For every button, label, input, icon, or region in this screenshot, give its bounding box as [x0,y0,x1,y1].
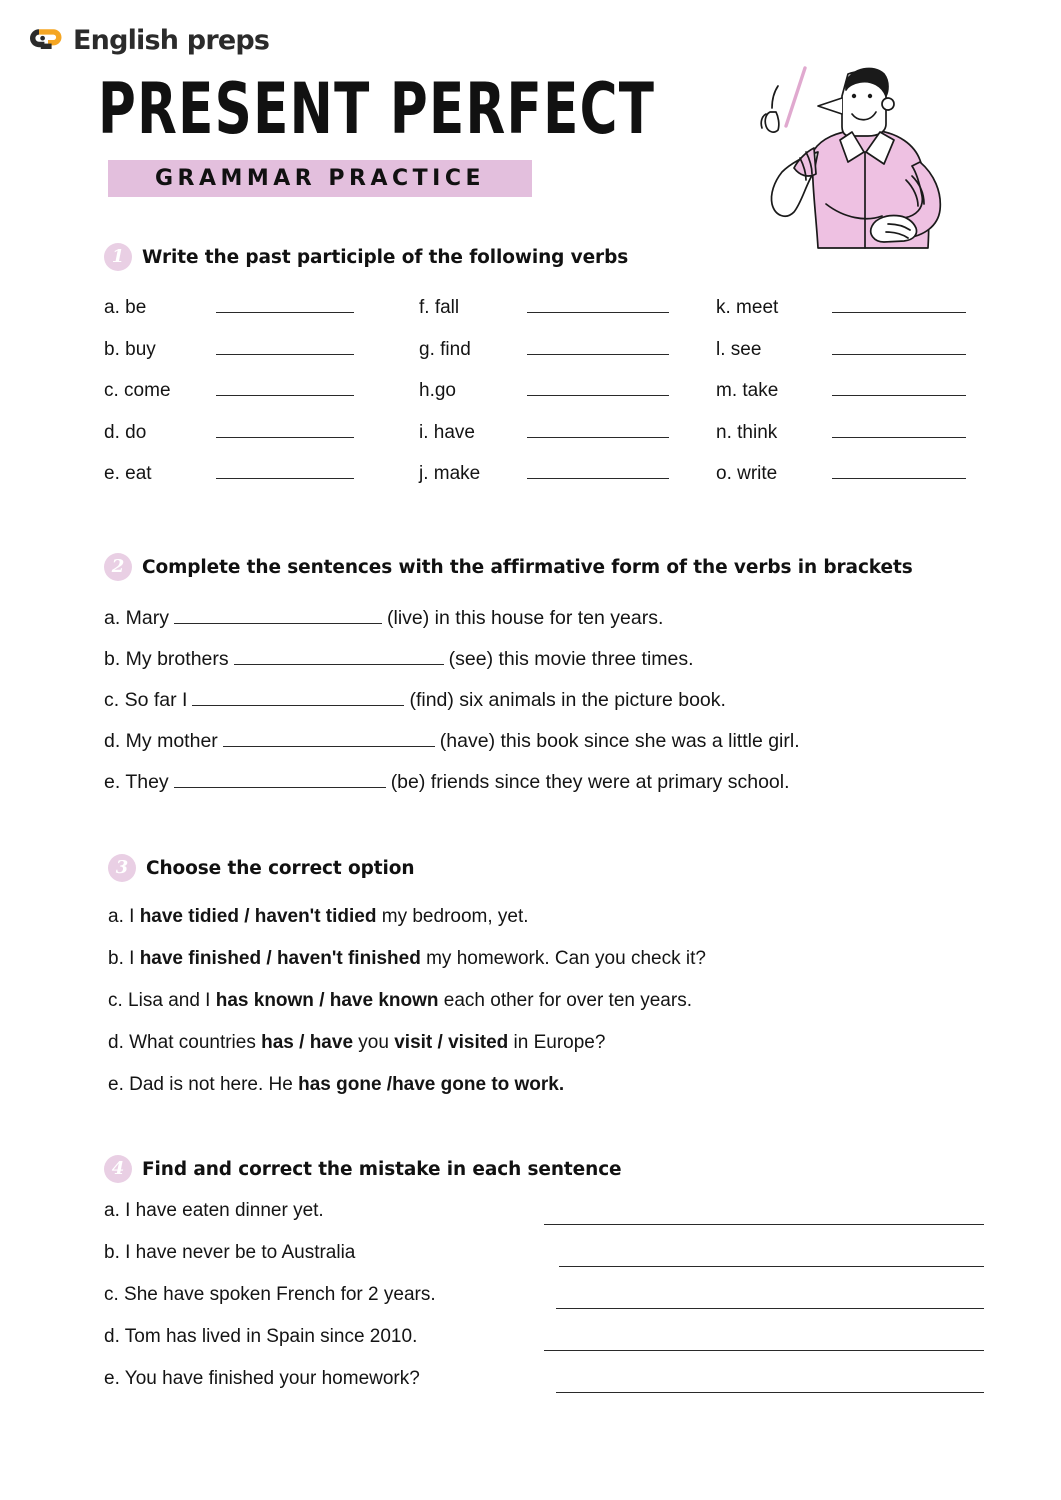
exercise-2-badge [104,553,132,581]
verb-label: k. meet [716,297,779,318]
exercise-4-item [104,1282,984,1324]
exercise-2-item [104,680,974,721]
verb-label: j. make [419,463,481,484]
exercise-3-item [108,938,988,980]
exercise-2-list [104,598,974,803]
verb-label: f. fall [419,297,460,318]
exercise-2-title: Complete the sentences with the affirmative form of the verbs in brackets [142,556,913,578]
sentence-suffix: (see) this movie three times. [448,648,694,670]
exercise-4-list [104,1198,984,1408]
option-choice[interactable]: has known / have known [215,990,439,1011]
verb-column-1 [104,296,354,504]
exercise-4-item [104,1366,984,1408]
exercise-2-item [104,598,974,639]
verb-row [716,296,966,338]
verb-label: b. buy [104,338,156,360]
option-choice[interactable]: have finished / haven't finished [139,948,421,969]
verb-answer-blank[interactable] [216,338,354,355]
verb-row [104,296,354,338]
verb-row [419,421,669,463]
exercise-3-item [108,1064,988,1106]
exercise-4-number: 4 [111,1158,125,1179]
sentence-blank[interactable] [223,731,435,747]
option-post: in Europe? [508,1032,606,1053]
verb-label: d. do [104,421,147,443]
verb-answer-blank[interactable] [216,421,354,438]
verb-label: g. find [419,338,471,360]
sentence-prefix: e. They [104,771,169,793]
verb-row [716,338,966,380]
verb-answer-blank[interactable] [527,296,669,313]
verb-row [716,379,966,421]
sentence-blank[interactable] [174,772,386,788]
exercise-2-number: 2 [111,556,125,577]
exercise-2-item [104,639,974,680]
verb-answer-blank[interactable] [216,296,354,313]
exercise-3-badge [108,854,136,882]
verb-label: e. eat [104,463,152,484]
correction-blank[interactable] [559,1266,984,1267]
verb-answer-blank[interactable] [832,462,966,479]
exercise-4-title: Find and correct the mistake in each sentence [142,1158,622,1180]
correction-blank[interactable] [544,1350,984,1351]
correction-blank[interactable] [544,1224,984,1225]
sentence-suffix: (have) this book since she was a little girl. [439,730,800,752]
sentence-prefix: b. My brothers [104,648,229,670]
verb-label: c. come [104,380,171,401]
option-mid: you [353,1032,395,1053]
sentence-suffix: (find) six animals in the picture book. [409,689,726,711]
verb-answer-blank[interactable] [832,296,966,313]
exercise-3-heading [108,854,414,882]
exercise-3-item [108,980,988,1022]
exercise-3-title: Choose the correct option [146,857,415,879]
verb-row [104,379,354,421]
option-pre: d. What countries [108,1032,262,1053]
verb-answer-blank[interactable] [832,338,966,355]
option-choice[interactable]: have tidied / haven't tidied [139,906,377,927]
sentence-suffix: (be) friends since they were at primary school. [390,771,790,793]
exercise-4-item [104,1324,984,1366]
mistake-sentence: b. I have never be to Australia [104,1242,356,1263]
sentence-blank[interactable] [174,608,382,624]
exercise-2-heading [104,553,913,581]
verb-answer-blank[interactable] [216,379,354,396]
verb-row [419,338,669,380]
verb-answer-blank[interactable] [527,462,669,479]
option-choice[interactable]: has gone /have gone to work. [298,1074,565,1095]
verb-label: h.go [419,380,456,401]
verb-column-3 [716,296,966,504]
verb-row [419,379,669,421]
verb-label: n. think [716,421,778,443]
sentence-prefix: a. Mary [104,607,170,629]
verb-answer-blank[interactable] [832,379,966,396]
verb-answer-blank[interactable] [527,379,669,396]
option-mid: each other for over ten years. [438,990,692,1011]
mistake-sentence: d. Tom has lived in Spain since 2010. [104,1326,418,1347]
verb-label: i. have [419,421,475,443]
verb-answer-blank[interactable] [527,421,669,438]
exercise-1-badge [104,243,132,271]
verb-row [104,462,354,504]
exercise-2-item [104,721,974,762]
correction-blank[interactable] [556,1308,984,1309]
exercise-3-list [108,896,988,1106]
verb-row [104,338,354,380]
mistake-sentence: c. She have spoken French for 2 years. [104,1284,436,1305]
sentence-suffix: (live) in this house for ten years. [387,607,664,629]
sentence-prefix: c. So far I [104,689,188,711]
brand-name: English preps [73,24,270,56]
mistake-sentence: e. You have finished your homework? [104,1368,420,1389]
verb-column-2 [419,296,669,504]
verb-row [419,462,669,504]
exercise-3-item [108,896,988,938]
verb-answer-blank[interactable] [527,338,669,355]
page-title: PRESENT PERFECT [98,68,656,151]
verb-row [716,421,966,463]
option-pre: b. I [108,948,140,969]
exercise-4-item [104,1240,984,1282]
correction-blank[interactable] [556,1392,984,1393]
option-pre: e. Dad is not here. He [108,1074,299,1095]
exercise-3-number: 3 [115,857,129,878]
verb-answer-blank[interactable] [832,421,966,438]
teacher-illustration [748,52,968,264]
exercise-1-heading [104,243,628,271]
verb-label: m. take [716,380,779,401]
option-pre: a. I [108,906,140,927]
exercise-2-item [104,762,974,803]
option-choice-2[interactable]: visit / visited [394,1032,509,1053]
verb-label: l. see [716,338,762,360]
exercise-4-item [104,1198,984,1240]
verb-label: o. write [716,463,778,484]
exercise-4-badge [104,1155,132,1183]
exercise-3-item [108,1022,988,1064]
verb-row [104,421,354,463]
verb-label: a. be [104,297,147,318]
exercise-1-title: Write the past participle of the following verbs [142,246,629,268]
option-mid: my bedroom, yet. [376,906,529,927]
option-pre: c. Lisa and I [108,990,216,1011]
verb-row [716,462,966,504]
verb-answer-blank[interactable] [216,462,354,479]
verb-row [419,296,669,338]
sentence-blank[interactable] [192,690,404,706]
subtitle-text: GRAMMAR PRACTICE [154,166,486,191]
brand-logo [30,22,269,58]
sentence-blank[interactable] [234,649,444,665]
sentence-prefix: d. My mother [104,730,218,752]
exercise-4-heading [104,1155,622,1183]
english-preps-logo-icon [30,22,66,58]
option-choice[interactable]: has / have [261,1032,354,1053]
exercise-1-number: 1 [111,246,125,267]
option-mid: my homework. Can you check it? [420,948,706,969]
mistake-sentence: a. I have eaten dinner yet. [104,1200,324,1221]
